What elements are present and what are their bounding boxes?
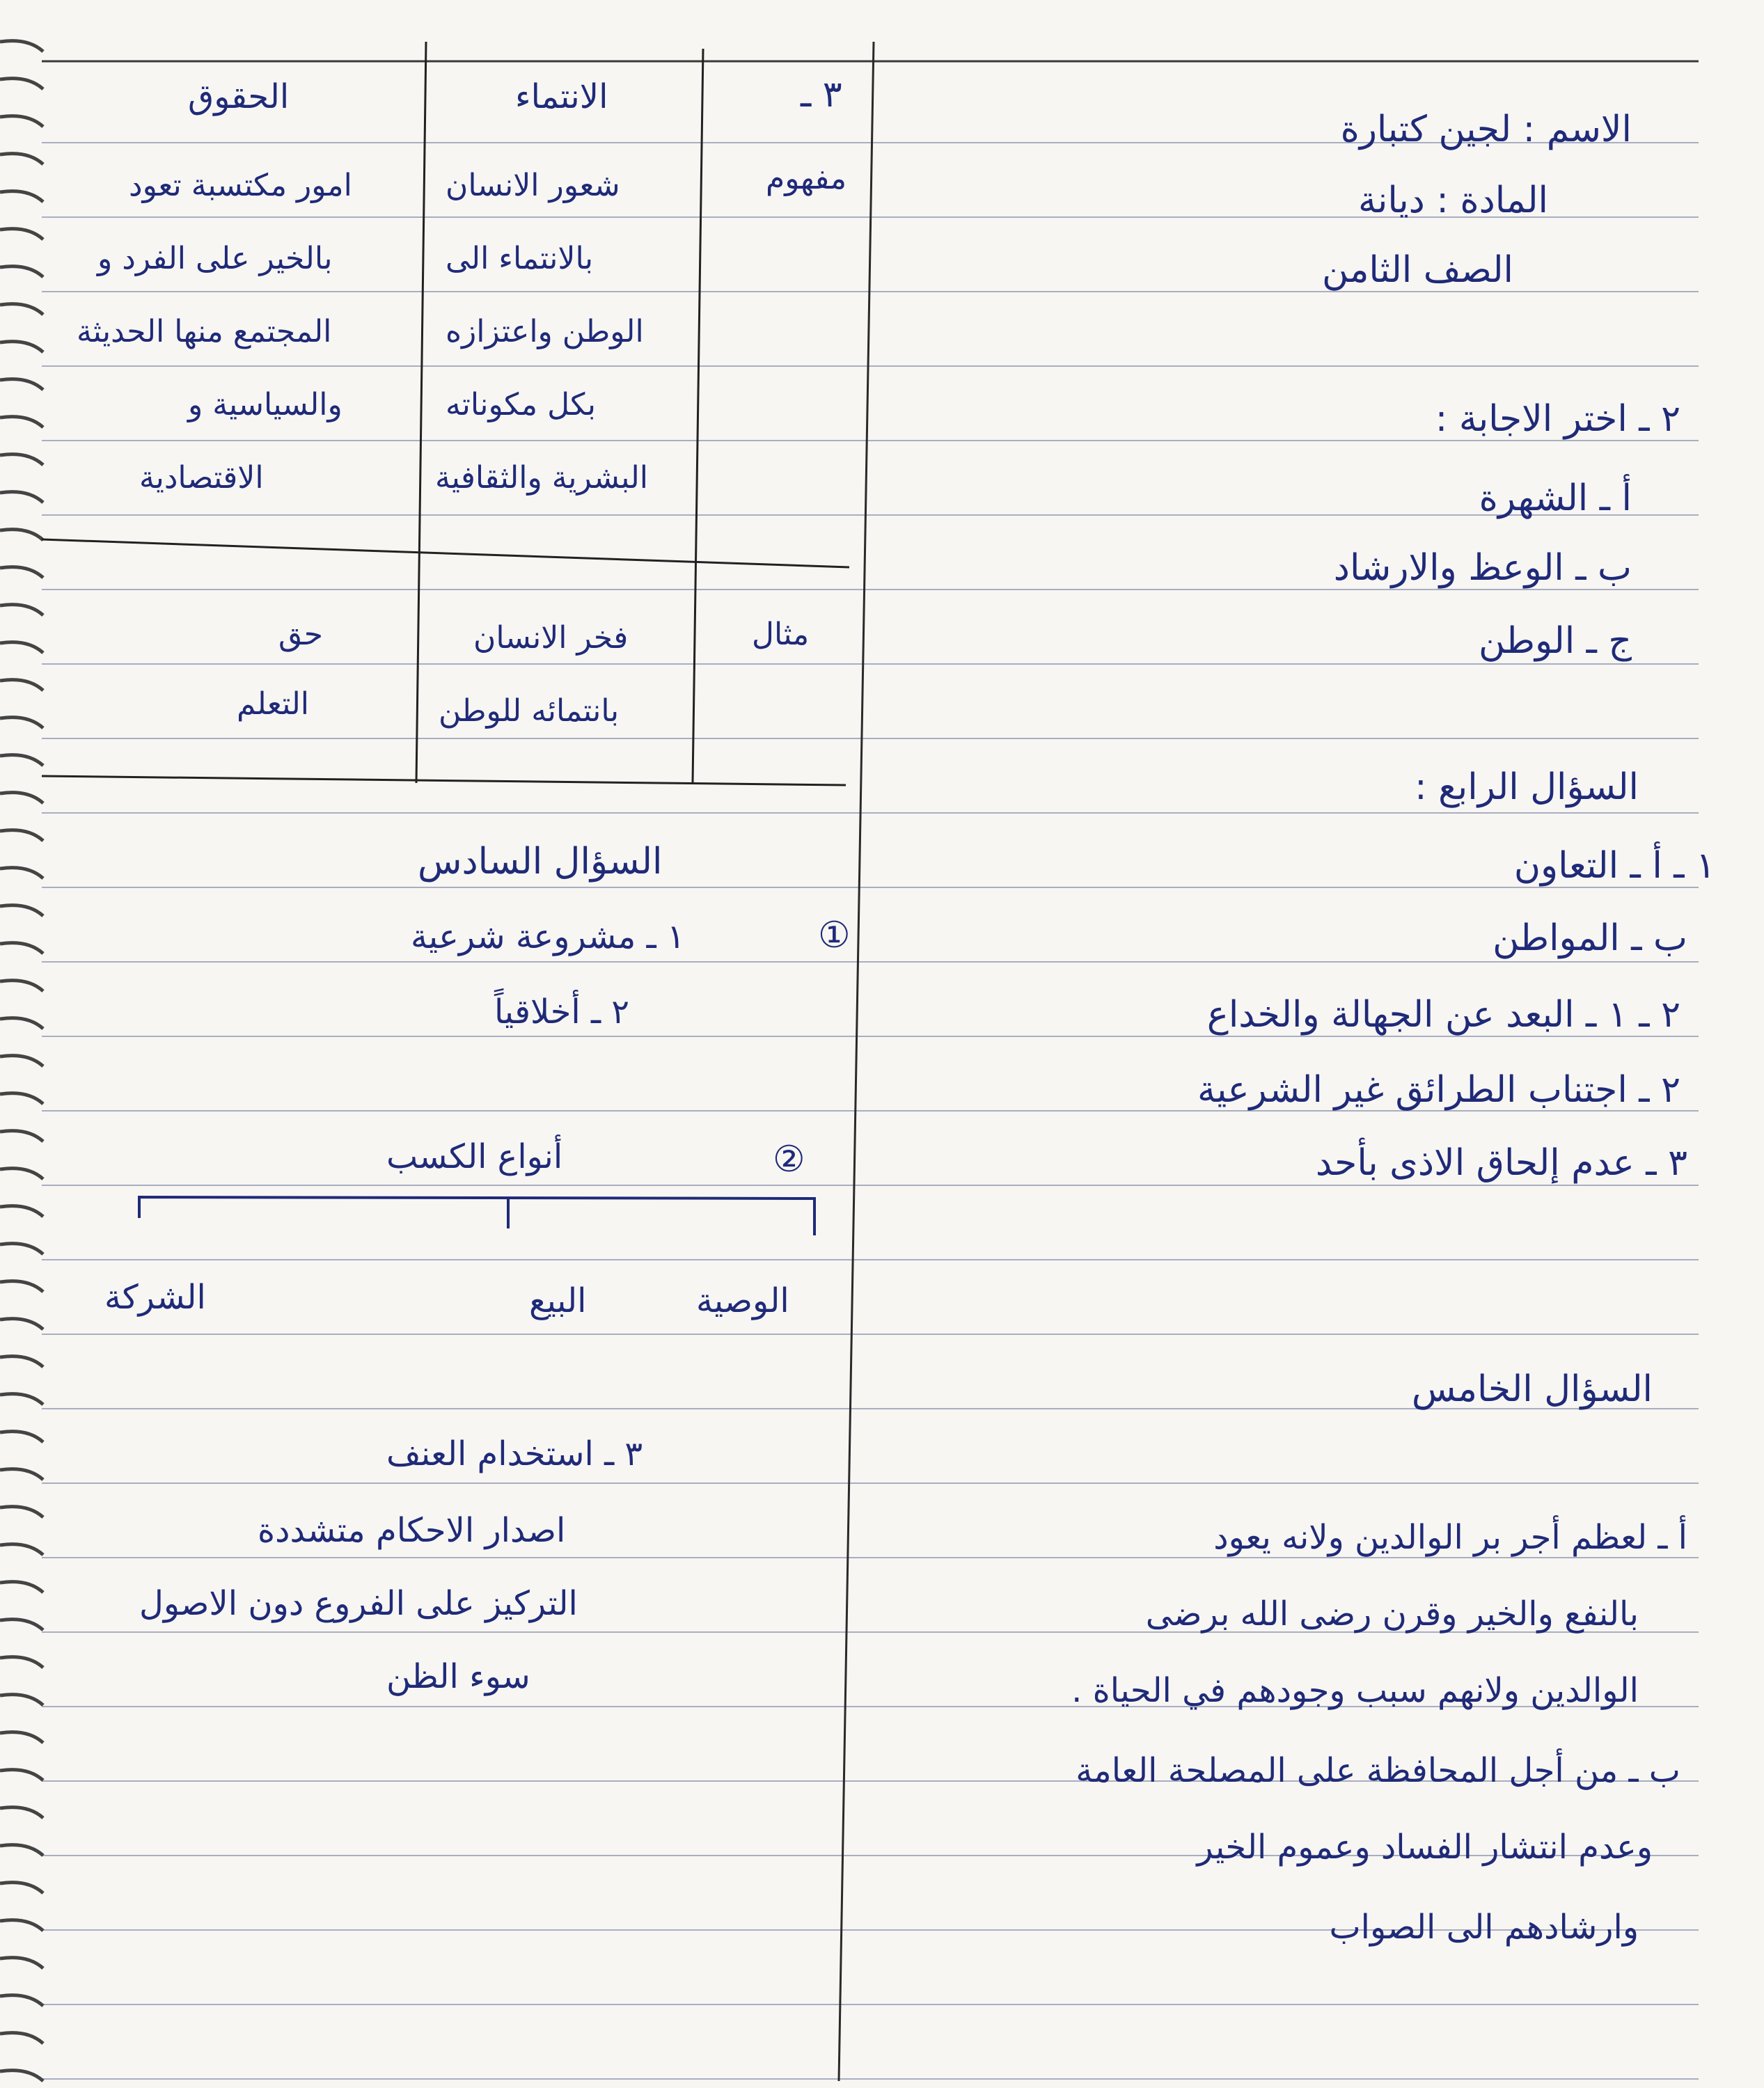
branch-bay: البيع: [529, 1281, 587, 1320]
q5-a-line-1: أ ـ لعظم أجر بر الوالدين ولانه يعود: [1213, 1518, 1687, 1557]
q2-option-c: ج ـ الوطن: [1479, 620, 1632, 662]
huqooq-def-1: امور مكتسبة تعود: [129, 168, 352, 203]
q6-item3-title: ٣ ـ استخدام العنف: [386, 1434, 643, 1473]
spiral-ring: [0, 1582, 43, 1592]
q5-title: السؤال الخامس: [1411, 1368, 1653, 1410]
q6-item3-point-1: اصدار الاحكام متشددة: [258, 1511, 566, 1550]
spiral-ring: [0, 492, 43, 503]
huqooq-def-2: بالخير على الفرد و: [97, 241, 333, 276]
q6-item2-title: أنواع الكسب: [386, 1137, 563, 1176]
spiral-ring: [0, 1920, 43, 1931]
spiral-ring: [0, 1319, 43, 1329]
spiral-ring: [0, 1056, 43, 1066]
spiral-ring: [0, 1958, 43, 1968]
intima-def-3: الوطن واعتزازه: [446, 314, 644, 349]
spiral-ring: [0, 1469, 43, 1480]
q6-item1-line1: ١ ـ مشروعة شرعية: [411, 917, 685, 956]
q4-item-1: ١ ـ أ ـ التعاون: [1513, 845, 1715, 887]
student-name: الاسم : لجين كتبارة: [1340, 109, 1632, 150]
spiral-ring: [0, 41, 43, 52]
table-header-intima: الانتماء: [515, 77, 608, 116]
intima-example-2: بانتمائه للوطن: [439, 693, 620, 729]
table-bottom-line: [42, 776, 846, 785]
row-label-mafhoom: مفهوم: [766, 161, 847, 196]
q5-b-line-3: وارشادهم الى الصواب: [1329, 1908, 1639, 1947]
spiral-ring: [0, 1432, 43, 1442]
spiral-ring: [0, 1620, 43, 1630]
spiral-ring: [0, 605, 43, 615]
q6-item1-marker: ①: [818, 915, 851, 956]
spiral-ring: [0, 154, 43, 164]
spiral-ring: [0, 1281, 43, 1292]
huqooq-example-2: التعلم: [237, 686, 309, 722]
q4-title: السؤال الرابع :: [1415, 766, 1639, 808]
spiral-ring: [0, 1169, 43, 1179]
spiral-ring: [0, 1507, 43, 1517]
spiral-ring: [0, 1732, 43, 1743]
spiral-ring: [0, 868, 43, 878]
spiral-ring: [0, 755, 43, 766]
q5-b-line-1: ب ـ من أجل المحافظة على المصلحة العامة: [1076, 1751, 1680, 1790]
table-col-line-1: [416, 42, 426, 783]
intima-def-5: البشرية والثقافية: [435, 460, 648, 496]
grade-line: الصف الثامن: [1321, 249, 1513, 291]
spiral-ring: [0, 379, 43, 390]
spiral-ring: [0, 116, 43, 127]
spiral-ring: [0, 642, 43, 653]
q6-item3-point-3: سوء الظن: [386, 1657, 530, 1696]
spiral-ring: [0, 2071, 43, 2081]
q6-item2-marker: ②: [773, 1139, 805, 1180]
spiral-ring: [0, 1131, 43, 1141]
spiral-ring: [0, 79, 43, 89]
intima-def-4: بكل مكوناته: [446, 387, 596, 422]
spiral-ring: [0, 304, 43, 315]
spiral-ring: [0, 1206, 43, 1217]
spiral-ring: [0, 1770, 43, 1780]
spiral-ring: [0, 1394, 43, 1405]
intima-example-1: فخر الانسان: [473, 620, 629, 656]
spiral-ring: [0, 830, 43, 841]
spiral-ring: [0, 229, 43, 239]
table-row-line: [42, 539, 849, 567]
huqooq-example-1: حق: [278, 617, 323, 652]
spiral-ring: [0, 1093, 43, 1104]
spiral-ring: [0, 1544, 43, 1555]
tree-bracket: [139, 1197, 814, 1235]
spiral-ring: [0, 1695, 43, 1705]
spiral-ring: [0, 1995, 43, 2006]
q5-b-line-2: وعدم انتشار الفساد وعموم الخير: [1197, 1828, 1653, 1867]
huqooq-def-4: والسياسية و: [188, 387, 342, 422]
q4-item-3: ٢ ـ ١ ـ البعد عن الجهالة والخداع: [1206, 994, 1680, 1036]
spiral-ring: [0, 1018, 43, 1029]
q2-title: ٢ ـ اختر الاجابة :: [1435, 398, 1680, 440]
spiral-ring: [0, 342, 43, 352]
spiral-ring: [0, 793, 43, 803]
spiral-ring: [0, 530, 43, 540]
q4-item-4: ٢ ـ اجتناب الطرائق غير الشرعية: [1197, 1069, 1680, 1111]
spiral-ring: [0, 454, 43, 465]
spiral-ring: [0, 680, 43, 690]
spiral-ring: [0, 417, 43, 427]
q6-title: السؤال السادس: [418, 841, 663, 883]
spiral-ring: [0, 1845, 43, 1856]
branch-wasiyya: الوصية: [696, 1281, 789, 1320]
spiral-ring: [0, 191, 43, 202]
spiral-ring: [0, 981, 43, 991]
spiral-ring: [0, 1808, 43, 1818]
spiral-ring: [0, 905, 43, 916]
spiral-ring: [0, 943, 43, 954]
q2-option-b: ب ـ الوعظ والارشاد: [1333, 547, 1632, 589]
spiral-ring: [0, 1357, 43, 1367]
q3-number: ٣ ـ: [801, 74, 842, 116]
q5-a-line-2: بالنفع والخير وقرن رضى الله برضى: [1145, 1595, 1639, 1634]
spiral-ring: [0, 2033, 43, 2043]
column-divider: [839, 42, 874, 2081]
huqooq-def-5: الاقتصادية: [139, 460, 264, 496]
q6-item3-point-2: التركيز على الفروع دون الاصول: [139, 1584, 578, 1623]
intima-def-1: شعور الانسان: [446, 168, 620, 203]
q2-option-a: أ ـ الشهرة: [1479, 477, 1632, 519]
table-col-line-2: [693, 49, 703, 783]
q5-a-line-3: الوالدين ولانهم سبب وجودهم في الحياة .: [1071, 1671, 1639, 1710]
subject-line: المادة : ديانة: [1358, 180, 1548, 221]
spiral-ring: [0, 718, 43, 728]
branch-sharika: الشركة: [104, 1278, 206, 1317]
spiral-ring: [0, 1657, 43, 1668]
q4-item-2: ب ـ المواطن: [1493, 917, 1687, 959]
row-label-mithal: مثال: [752, 617, 810, 652]
q4-item-5: ٣ ـ عدم إلحاق الاذى بأحد: [1315, 1142, 1687, 1184]
spiral-ring: [0, 1883, 43, 1893]
huqooq-def-3: المجتمع منها الحديثة: [77, 314, 332, 349]
intima-def-2: بالانتماء الى: [446, 241, 594, 276]
q6-item1-line2: ٢ ـ أخلاقياً: [494, 992, 630, 1031]
spiral-ring: [0, 1244, 43, 1254]
table-header-huqooq: الحقوق: [188, 77, 290, 116]
spiral-ring: [0, 567, 43, 578]
spiral-ring: [0, 267, 43, 277]
